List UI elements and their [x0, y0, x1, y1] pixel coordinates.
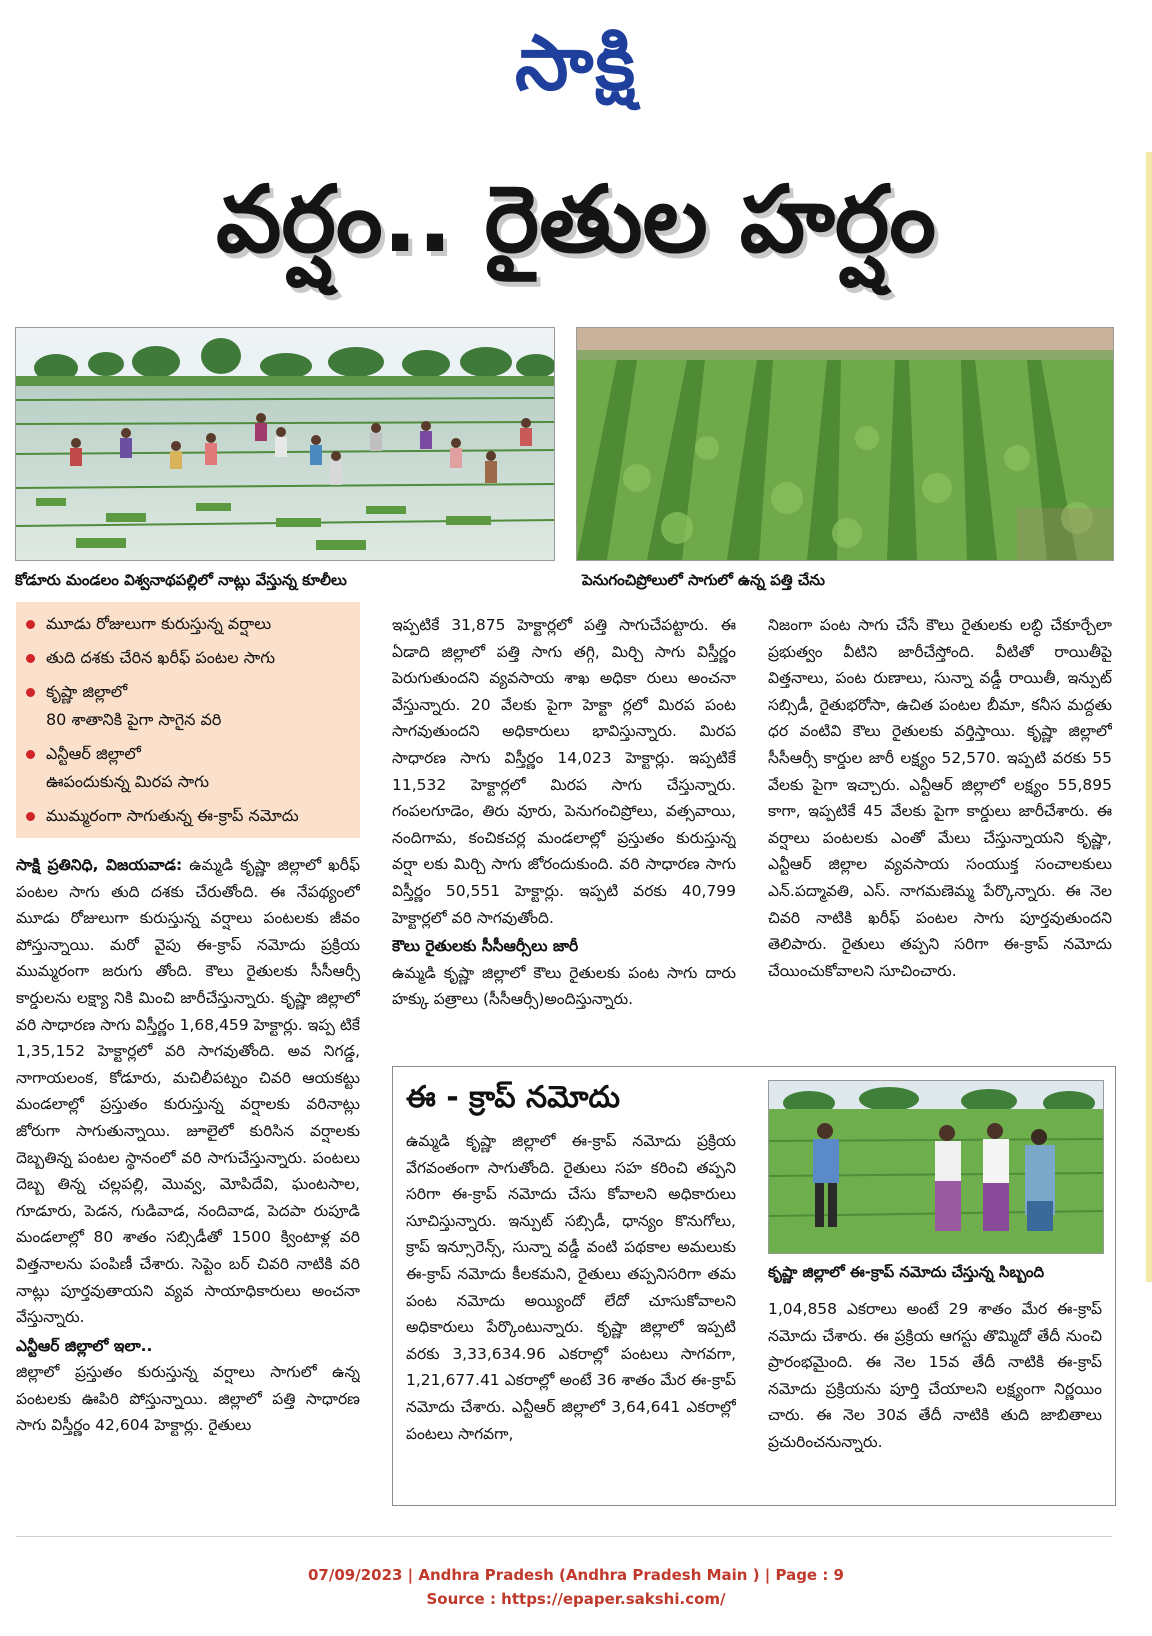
- bullet-icon: [26, 688, 35, 697]
- highlight-item: ముమ్మరంగా సాగుతున్న ఈ-క్రాప్ నమోదు: [26, 802, 360, 830]
- photo-caption-paddy: కోడూరు మండలం విశ్వనాథపల్లిలో నాట్లు వేస్తున్న కూలీలు: [15, 571, 347, 589]
- survey-team-illustration: [769, 1081, 1103, 1253]
- col2-paragraph-1: ఇప్పటికే 31,875 హెక్టార్లలో పత్తి సాగుచేపట్టారు. ఈ ఏడాది జిల్లాలో పత్తి సాగు తగ్గి, మిర్చి సాగు విస్తీర్ణం పెరుగుతుందని వ్యవసాయ శాఖ అధికా రులు అంచనా వేస్తున్నారు. 20 వేలకు పైగా హెక్టా ర్లలో మిరప పంట సాగవుతుందని అధికారులు భావిస్తున్నారు. మిరప సాధారణ సాగు విస్తీర్ణం 14,023 హెక్టార్లు. ఇప్పటికే 11,532 హెక్టార్లలో మిరప సాగు చేస్తున్నారు. గంపలగూడెం, తిరు వూరు, పెనుగంచిప్రోలు, వత్సవాయి, నందిగామ, కంచికచర్ల మండలాల్లో ప్రస్తుతం కురుస్తున్న వర్షా లకు మిర్చి సాగు జోరందుకుంది. వరి సాధారణ సాగు విస్తీర్ణం 50,551 హెక్టార్లు. ఇప్పటి వరకు 40,799 హెక్టార్లలో వరి సాగవుతోంది.: [392, 616, 736, 927]
- highlight-item-cont: 80 శాతానికి పైగా సాగైన వరి: [46, 710, 222, 729]
- bullet-icon: [26, 654, 35, 663]
- bullet-icon: [26, 812, 35, 821]
- highlight-item: ఎన్టీఆర్ జిల్లాలో: [26, 740, 360, 768]
- ecrop-title: ఈ - క్రాప్ నమోదు: [406, 1080, 621, 1115]
- paddy-field-illustration: [16, 328, 554, 560]
- col1-subheading: ఎన్టీఆర్ జిల్లాలో ఇలా..: [16, 1336, 153, 1355]
- photo-caption-survey: కృష్ణా జిల్లాలో ఈ-క్రాప్ నమోదు చేస్తున్న సిబ్బంది: [768, 1263, 1045, 1281]
- article-column-2: [392, 612, 736, 1044]
- col3-paragraph-1: నిజంగా పంట సాగు చేసే కౌలు రైతులకు లబ్ధి చేకూర్చేలా ప్రభుత్వం వీటిని జారీచేస్తోంది. వీటితో రాయితీపై విత్తనాలు, పంట రుణాలు, సున్నా వడ్డీ రాయితీ, ఇన్పుట్ సబ్సిడీ, రైతుభరోసా, ఉచిత పంటల బీమా, కనీస మద్దతు ధర వంటివి కౌలు రైతులకు వర్తిస్తాయి. కృష్ణా జిల్లాలో సీసీఆర్సీ కార్డుల జారీ లక్ష్యం 52,570. ఇప్పటి వరకు 55 వేలకు పైగా ఇచ్చారు. ఎన్టీఆర్ జిల్లాలో లక్ష్యం 55,895 కాగా, ఇప్పటికే 45 వేలకు పైగా కార్డులు జారీచేశారు. ఈ వర్షాలు పంటలకు ఎంతో మేలు చేస్తున్నాయని కృష్ణా, ఎన్టీఆర్ జిల్లాల వ్యవసాయ సంయుక్త సంచాలకులు ఎన్.పద్మావతి, ఎస్. నాగమణెమ్మ పేర్కొన్నారు. ఈ నెల చివరి నాటికి ఖరీఫ్ పంటల సాగు పూర్తవుతుందని తెలిపారు. రైతులు తప్పని సరిగా ఈ-క్రాప్ నమోదు చేయించుకోవాలని సూచించారు.: [768, 616, 1112, 980]
- ecrop-paragraph-2: 1,04,858 ఎకరాలు అంటే 29 శాతం మేర ఈ-క్రాప్ నమోదు చేశారు. ఈ ప్రక్రియ ఆగస్టు తొమ్మిదో తేదీ నుంచి ప్రారంభమైంది. ఈ నెల 15వ తేదీ నాటికి ఈ-క్రాప్ నమోదు ప్రక్రియను పూర్తి చేయాలని లక్ష్యంగా నిర్ణయిం చారు. ఈ నెల 30వ తేదీ నాటికి తుది జాబితాలు ప్రచురించనున్నారు.: [768, 1300, 1102, 1451]
- col2-paragraph-2: ఉమ్మడి కృష్ణా జిల్లాలో కౌలు రైతులకు పంట సాగు దారు హక్కు పత్రాలు (సీసీఆర్సీ)అందిస్తున్నారు.: [392, 963, 736, 1009]
- col2-subheading: కౌలు రైతులకు సీసీఆర్సీలు జారీ: [392, 937, 579, 956]
- ecrop-paragraph-1: ఉమ్మడి కృష్ణా జిల్లాలో ఈ-క్రాప్ నమోదు ప్రక్రియ వేగవంతంగా సాగుతోంది. రైతులు సహ కరించి తప్పని సరిగా ఈ-క్రాప్ నమోదు చేసు కోవాలని అధికారులు సూచిస్తున్నారు. ఇన్పుట్ సబ్సిడీ, ధాన్యం కొనుగోలు, క్రాప్ ఇన్సూరెన్స్, సున్నా వడ్డీ వంటి పథకాల అమలుకు ఈ-క్రాప్ నమోదు కీలకమని, రైతులు తప్పనిసరిగా తమ పంట నమోదు అయ్యిందో లేదో చూసుకోవాలని అధికారులు పేర్కొంటున్నారు. కృష్ణా జిల్లాలో ఇప్పటి వరకు 3,33,634.96 ఎకరాల్లో పంటలు సాగవగా, 1,21,677.41 ఎకరాల్లో అంటే 36 శాతం మేర ఈ-క్రాప్ నమోదు చేశారు. ఎన్టీఆర్ జిల్లాలో 3,64,641 ఎకరాల్లో పంటలు సాగవగా,: [406, 1132, 736, 1443]
- highlight-item: మూడు రోజులుగా కురుస్తున్న వర్షాలు: [26, 610, 360, 638]
- highlight-item-cont: ఊపందుకున్న మిరప సాగు: [46, 772, 210, 791]
- highlight-item: తుది దశకు చేరిన ఖరీఫ్ పంటల సాగు: [26, 644, 360, 672]
- footer-source-link[interactable]: Source : https://epaper.sakshi.com/: [426, 1590, 726, 1608]
- footer-date-line: 07/09/2023 | Andhra Pradesh (Andhra Pradesh Main ) | Page : 9: [307, 1566, 844, 1584]
- footer-rule: [16, 1536, 1112, 1537]
- article-column-3: [768, 612, 1112, 1044]
- col1-paragraph-1: ఉమ్మడి కృష్ణా జిల్లాలో ఖరీఫ్ పంటల సాగు తుది దశకు చేరుతోంది. ఈ నేపథ్యంలో మూడు రోజులుగా కురుస్తున్న వర్షాలు పంటలకు జీవం పోస్తున్నాయి. మరో వైపు ఈ-క్రాప్ నమోదు ప్రక్రియ ముమ్మరంగా జరుగు తోంది. కౌలు రైతులకు సీసీఆర్సీ కార్డులను లక్ష్యా నికి మించి జారీచేస్తున్నారు. కృష్ణా జిల్లాలో వరి సాధారణ సాగు విస్తీర్ణం 1,68,459 హెక్టార్లు. ఇప్ప టికే 1,35,152 హెక్టార్లలో వరి సాగవుతోంది. అవ నిగడ్డ, నాగాయలంక, కోడూరు, మచిలీపట్నం చివరి ఆయకట్టు మండలాల్లో ప్రస్తుతం కురుస్తున్న వర్షాలకు వరినాట్లు జోరుగా సాగుతున్నాయి. జూలైలో కురిసిన వర్షాలకు దెబ్బతిన్న పంటల స్థానంలో వరి సాగుచేస్తున్నారు. పంటలు దెబ్బ తిన్న చల్లపల్లి, మొవ్వ, మోపిదేవి, ఘంటసాల, గూడూరు, పెడన, గుడివాడ, నందివాడ, పెదపా రుపూడి మండలాల్లో 80 శాతం సబ్సిడీతో 1500 క్వింటాళ్ల వరి విత్తనాలను పంపిణీ చేశారు. సెప్టెం బర్ చివరి నాటికి వరి నాట్లు పూర్తవుతాయని వ్యవ సాయాధికారులు అంచనా వేస్తున్నారు.: [16, 856, 360, 1327]
- cotton-field-photo: [576, 327, 1114, 561]
- bullet-icon: [26, 750, 35, 759]
- adjacent-page-edge: [1146, 152, 1152, 1282]
- dateline: సాక్షి ప్రతినిధి, విజయవాడ:: [16, 856, 183, 874]
- photo-caption-cotton: పెనుగంచిప్రోలులో సాగులో ఉన్న పత్తి చేను: [582, 571, 825, 589]
- bullet-icon: [26, 620, 35, 629]
- survey-team-photo: [768, 1080, 1104, 1254]
- cotton-field-illustration: [577, 328, 1113, 560]
- paddy-field-photo: [15, 327, 555, 561]
- masthead-logo: సాక్షి: [514, 18, 638, 107]
- col1-paragraph-2: జిల్లాలో ప్రస్తుతం కురుస్తున్న వర్షాలు సాగులో ఉన్న పంటలకు ఊపిరి పోస్తున్నాయి. జిల్లాలో పత్తి సాధారణ సాగు విస్తీర్ణం 42,604 హెక్టార్లు. రైతులు: [16, 1363, 360, 1435]
- highlight-item: కృష్ణా జిల్లాలో: [26, 678, 360, 706]
- headline: వర్షం.. రైతుల హర్షం: [216, 166, 936, 273]
- highlights-box: [16, 602, 360, 838]
- article-column-1: [16, 852, 360, 1520]
